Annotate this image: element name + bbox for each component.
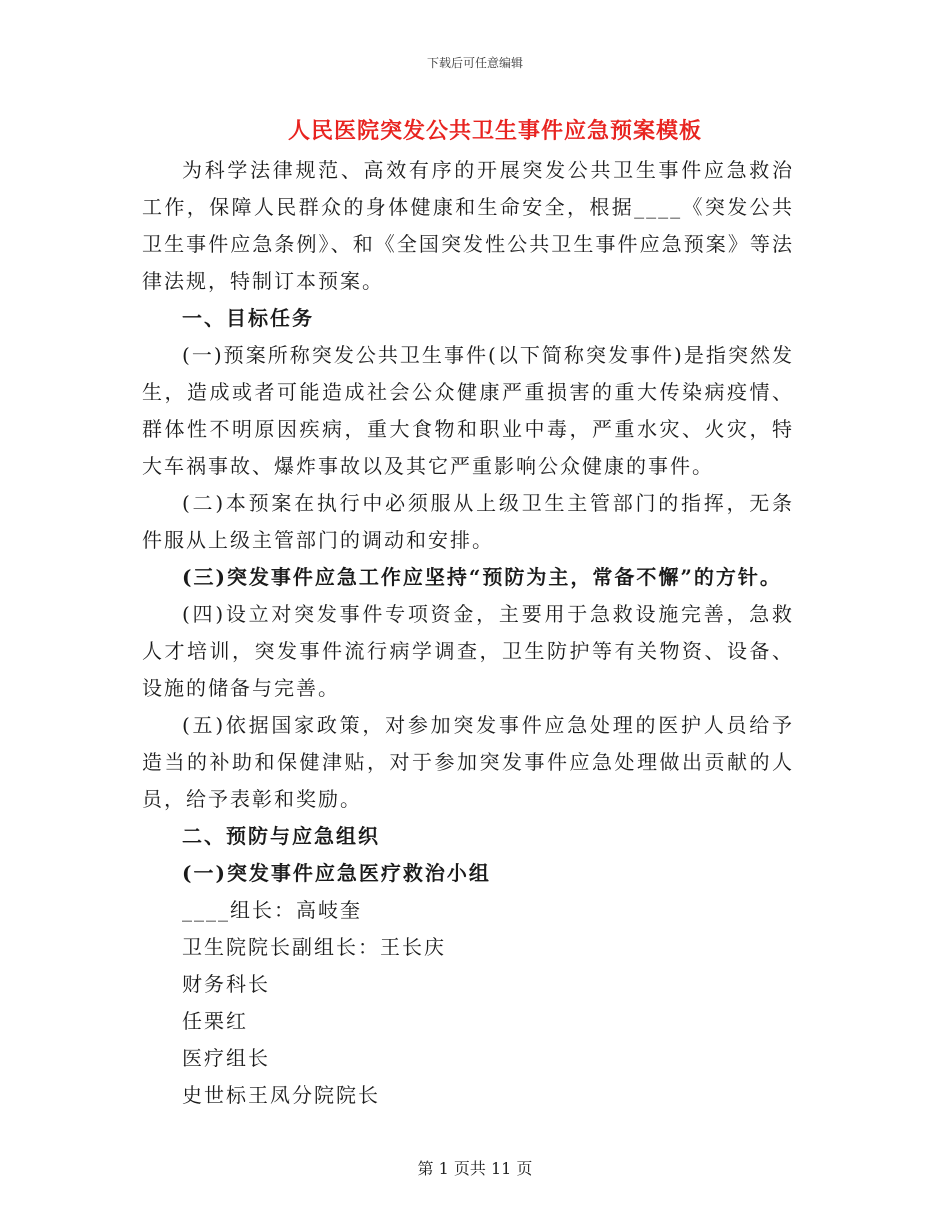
section-heading-organization: 二、预防与应急组织	[182, 824, 380, 848]
paragraph-item-4: (四)设立对突发事件专项资金，主要用于急救设施完善，急救人才培训，突发事件流行病学调查，卫生防护等有关物资、设备、设施的储备与完善。	[142, 602, 794, 700]
header-note: 下载后可任意编辑	[426, 56, 523, 70]
paragraph-item-3: (三)突发事件应急工作应坚持“预防为主，常备不懈”的方针。	[182, 565, 782, 589]
page-number: 第 1 页共 11 页	[417, 1159, 533, 1178]
paragraph-item-2: (二)本预案在执行中必须服从上级卫生主管部门的指挥，无条件服从上级主管部门的调动和安排。	[142, 491, 794, 552]
team-line-finance: 财务科长	[182, 972, 270, 996]
team-line-leader: ____组长：高岐奎	[182, 898, 362, 922]
paragraph-item-1: (一)预案所称突发公共卫生事件(以下简称突发事件)是指突然发生，造成或者可能造成社会公众健康严重损害的重大传染病疫情、群体性不明原因疾病，重大食物和职业中毒，严重水灾、火灾，特大车祸事故、爆炸事故以及其它严重影响公众健康的事件。	[142, 343, 794, 478]
team-line-deputy: 卫生院院长副组长：王长庆	[182, 935, 446, 959]
team-line-branch: 史世标王凤分院院长	[182, 1083, 380, 1107]
document-title: 人民医院突发公共卫生事件应急预案模板	[287, 118, 702, 144]
paragraph-intro: 为科学法律规范、高效有序的开展突发公共卫生事件应急救治工作，保障人民群众的身体健康和生命安全，根据____《突发公共卫生事件应急条例》、和《全国突发性公共卫生事件应急预案》等法律法规，特制订本预案。	[142, 158, 794, 293]
section-heading-goals: 一、目标任务	[182, 306, 314, 330]
team-line-name: 任栗红	[182, 1009, 248, 1033]
document-body	[142, 152, 794, 1114]
paragraph-item-5: (五)依据国家政策，对参加突发事件应急处理的医护人员给予造当的补助和保健津贴，对于参加突发事件应急处理做出贡献的人员，给予表彰和奖励。	[142, 713, 794, 811]
team-line-medical: 医疗组长	[182, 1046, 270, 1070]
subsection-heading-rescue-team: (一)突发事件应急医疗救治小组	[182, 861, 491, 885]
